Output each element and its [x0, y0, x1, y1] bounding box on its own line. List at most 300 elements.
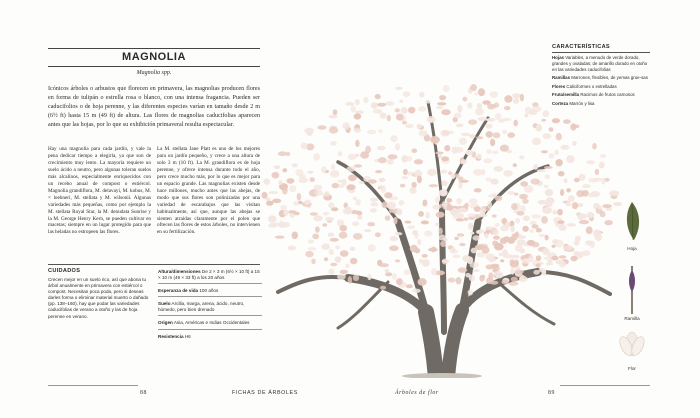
blossom: [419, 92, 424, 98]
blossom: [371, 202, 379, 206]
blossom: [412, 289, 420, 293]
care-heading: CUIDADOS: [48, 268, 81, 274]
blossom: [416, 124, 422, 129]
blossom: [576, 190, 584, 197]
blossom: [457, 105, 462, 113]
blossom: [586, 226, 593, 234]
blossom: [486, 118, 496, 122]
blossom: [407, 225, 415, 229]
blossom: [440, 130, 450, 137]
blossom: [513, 163, 517, 167]
blossom: [364, 229, 372, 232]
blossom: [363, 97, 368, 104]
fact-height: Altura/dimensiones De 2 × 3 m (6½ × 10 ft) a 15 × 10 m (49 × 33 ft) a los 20 años: [158, 268, 262, 284]
blossom: [468, 290, 474, 296]
blossom: [507, 132, 515, 138]
blossom: [440, 241, 446, 247]
thumb-label-twig: Ramilla: [624, 316, 640, 321]
blossom: [560, 145, 569, 150]
blossom: [504, 106, 510, 110]
blossom: [396, 278, 403, 285]
blossom: [559, 261, 566, 268]
blossom: [395, 259, 400, 262]
blossom: [307, 171, 313, 174]
care-top-rule: [48, 264, 260, 265]
blossom: [463, 97, 468, 102]
blossom: [564, 245, 573, 251]
blossom: [389, 245, 399, 251]
fact-soil: Suelo Arcilla, marga, arena, ácido, neutro, húmedo, pero bien drenado: [158, 300, 262, 316]
blossom: [357, 216, 362, 220]
blossom: [404, 270, 411, 275]
page-number-right: 89: [548, 390, 555, 396]
blossom: [519, 276, 528, 282]
blossom: [533, 164, 538, 170]
blossom: [532, 138, 541, 145]
blossom: [572, 202, 578, 209]
magnolia-tree-illustration: [258, 82, 626, 378]
blossom: [371, 102, 378, 109]
blossom: [520, 94, 524, 102]
blossom: [268, 191, 278, 194]
blossom: [411, 182, 416, 188]
blossom: [557, 220, 564, 224]
blossom: [315, 226, 320, 233]
blossom: [435, 223, 439, 227]
blossom: [536, 228, 542, 233]
blossom: [384, 192, 392, 198]
blossom: [367, 274, 371, 280]
blossom: [419, 130, 428, 136]
blossom: [479, 275, 484, 282]
blossom: [536, 255, 541, 261]
blossom: [544, 166, 553, 169]
page-title: MAGNOLIA: [122, 51, 186, 63]
blossom: [472, 235, 480, 240]
blossom: [317, 125, 326, 129]
detail-thumbnails: [612, 196, 652, 376]
title-top-rule: [48, 48, 260, 49]
blossom: [322, 243, 330, 250]
blossom: [588, 241, 593, 244]
blossom: [422, 259, 430, 267]
blossom: [523, 216, 530, 222]
blossom: [510, 255, 520, 259]
blossom: [436, 106, 443, 109]
blossom: [559, 255, 566, 258]
blossom: [447, 205, 454, 211]
blossom: [390, 135, 397, 142]
blossom: [451, 248, 456, 253]
blossom: [298, 178, 308, 183]
blossom: [310, 177, 315, 182]
blossom: [370, 198, 379, 202]
blossom: [387, 159, 394, 164]
blossom: [552, 245, 556, 248]
blossom: [539, 234, 545, 237]
blossom: [488, 272, 493, 280]
blossom: [452, 147, 458, 154]
blossom: [495, 196, 503, 201]
blossom: [272, 223, 280, 226]
running-head-left: FICHAS DE ÁRBOLES: [232, 390, 298, 396]
blossom: [293, 201, 299, 206]
blossom: [430, 136, 440, 143]
blossom: [467, 213, 476, 217]
blossom: [308, 240, 314, 244]
blossom: [531, 179, 540, 185]
blossom: [456, 124, 464, 128]
char-fruit: Fruta/semilla Racimos de frutos carnosos: [552, 92, 635, 98]
blossom: [288, 246, 296, 251]
blossom: [272, 199, 281, 204]
blossom: [579, 174, 586, 181]
blossom: [456, 218, 464, 221]
blossom: [311, 259, 316, 265]
blossom: [494, 243, 504, 251]
blossom: [509, 281, 518, 285]
blossom: [441, 169, 447, 173]
blossom: [292, 163, 298, 167]
blossom: [385, 101, 394, 105]
blossom: [564, 178, 568, 183]
blossom: [487, 201, 492, 209]
blossom: [314, 190, 322, 196]
blossom: [439, 234, 446, 240]
blossom: [461, 159, 467, 164]
blossom: [314, 185, 323, 190]
blossom: [405, 124, 413, 128]
blossom: [337, 180, 344, 183]
blossom: [459, 243, 465, 246]
blossom: [286, 178, 294, 184]
blossom: [328, 202, 334, 208]
blossom: [342, 122, 349, 129]
blossom: [498, 119, 505, 122]
blossom: [461, 133, 471, 136]
blossom: [385, 269, 390, 274]
blossom: [280, 205, 287, 210]
blossom: [346, 166, 355, 172]
blossom: [518, 235, 526, 238]
blossom: [515, 270, 524, 274]
blossom: [418, 106, 426, 112]
care-text: Crecen mejor en un suelo rico, así que abona tu árbol anualmente en primavera con estiércol o compost. Necesitan poca poda, pero si deseas darles forma o eliminar material muerto o dañado (pp. 138–160), hay que podar las variedades caducifolias de verano a otoño y las de hoja perenne en verano.: [48, 277, 149, 319]
blossom: [330, 238, 339, 242]
blossom: [295, 169, 303, 176]
blossom: [568, 195, 575, 202]
char-flowers: Flores Caliciformes o estrelladas: [552, 83, 617, 89]
blossom: [522, 226, 529, 232]
blossom: [350, 247, 356, 251]
blossom: [330, 263, 337, 267]
blossom: [495, 113, 502, 120]
blossom: [490, 139, 495, 147]
blossom: [385, 215, 391, 221]
blossom: [275, 236, 285, 239]
blossom: [473, 269, 480, 272]
blossom: [541, 216, 548, 224]
blossom: [308, 247, 317, 250]
blossom: [324, 257, 328, 261]
blossom: [478, 214, 487, 217]
blossom: [436, 212, 445, 218]
blossom: [524, 185, 534, 193]
blossom: [486, 131, 493, 138]
blossom: [470, 84, 477, 91]
blossom: [555, 159, 562, 166]
blossom: [484, 233, 488, 239]
blossom: [375, 232, 381, 237]
blossom: [452, 254, 460, 258]
blossom: [459, 138, 467, 145]
blossom: [477, 103, 483, 109]
blossom: [330, 141, 336, 146]
blossom: [393, 217, 397, 224]
blossom: [492, 151, 498, 155]
blossom: [531, 214, 541, 218]
blossom: [348, 276, 352, 284]
blossom: [292, 232, 298, 240]
blossom: [492, 214, 497, 217]
blossom: [345, 102, 354, 106]
blossom: [443, 85, 450, 92]
blossom: [558, 171, 565, 176]
blossom: [556, 133, 562, 141]
blossom: [468, 119, 477, 124]
blossom: [379, 178, 386, 182]
blossom: [504, 95, 512, 103]
blossom: [593, 229, 602, 236]
blossom: [491, 179, 499, 185]
blossom: [353, 197, 357, 201]
flower-icon: [617, 332, 647, 357]
blossom: [333, 109, 338, 115]
blossom: [519, 194, 528, 200]
twig-icon: [629, 266, 635, 314]
blossom: [412, 148, 418, 153]
blossom: [478, 229, 484, 232]
blossom: [350, 258, 357, 265]
blossom: [566, 188, 571, 192]
blossom: [435, 196, 440, 203]
blossom: [355, 99, 360, 105]
thumb-label-leaf: Hoja: [627, 246, 637, 251]
characteristics-heading: CARACTERÍSTICAS: [552, 44, 610, 50]
blossom: [402, 155, 409, 162]
blossom: [546, 197, 555, 204]
blossom: [515, 218, 520, 223]
blossom: [602, 204, 612, 208]
body-column-left: Hay una magnolia para cada jardín, y vale la pena dedicar tiempo a elegirla, ya que son de crecimiento muy lento. La mayoría requiere un suelo ácido a neutro, pero algunas toleran suelos más alcalinos, especialmente enriquecidos con un recebo anual de compost o estiércol. Magnolia grandiflora, M. delavayi, M. kobus, M. × loebneri, M. stellata y M. wilsonii. Algunas variedades más pequeñas, como por ejemplo la M. stellata Royal Star, la M. denudata Sunrise y la M. George Henry Kern, se pueden cultivar en macetas; siempre en un lugar protegido para que las heladas no estropeen las flores.: [48, 146, 151, 236]
blossom: [338, 151, 343, 156]
blossom: [439, 189, 448, 196]
fact-hardiness: Resistencia H6: [158, 333, 191, 339]
blossom: [421, 220, 429, 224]
blossom: [458, 267, 467, 273]
intro-paragraph: Icónicos árboles o arbustos que florecen en primavera, las magnolias producen flores en forma de tulipán o estrella rosa o blanco, con una intensa fragancia. Pueden ser caducifolios o de hoja perenne, y las diferentes especies varían en tamaño desde 2 m (6½ ft) hasta 15 m (49 ft) de altura. Las flores de magnolias caducifolias aparecen antes que las hojas, por lo que su exhibición primaveral resulta espectacular.: [48, 86, 260, 128]
blossom: [272, 172, 280, 179]
blossom: [377, 103, 386, 107]
blossom: [355, 199, 361, 205]
blossom: [451, 174, 455, 179]
blossom: [549, 153, 554, 158]
blossom: [442, 201, 446, 207]
blossom: [554, 150, 559, 155]
blossom: [541, 269, 546, 275]
blossom: [517, 211, 525, 215]
blossom: [353, 275, 359, 281]
blossom: [560, 189, 564, 196]
blossom: [545, 189, 553, 196]
blossom: [474, 92, 479, 95]
blossom: [322, 223, 327, 226]
blossom: [312, 234, 319, 240]
blossom: [480, 207, 486, 214]
blossom: [354, 128, 362, 133]
blossom: [367, 130, 376, 134]
blossom: [375, 170, 382, 173]
blossom: [566, 155, 575, 163]
blossom: [519, 155, 524, 159]
blossom: [519, 248, 525, 253]
blossom: [359, 181, 365, 184]
blossom: [512, 93, 521, 98]
blossom: [403, 169, 408, 175]
blossom: [282, 187, 288, 195]
blossom: [370, 208, 377, 212]
blossom: [375, 94, 381, 99]
blossom: [331, 164, 335, 170]
blossom: [478, 88, 485, 96]
blossom: [387, 202, 396, 210]
blossom: [282, 168, 287, 172]
char-bark: Corteza Marrón y lisa: [552, 100, 595, 106]
blossom: [412, 230, 418, 235]
blossom: [433, 204, 441, 209]
blossom: [536, 124, 542, 132]
blossom: [470, 232, 474, 235]
blossom: [438, 228, 442, 235]
blossom: [454, 237, 459, 240]
blossom: [513, 98, 519, 104]
blossom: [557, 209, 563, 216]
blossom: [339, 232, 348, 239]
blossom: [469, 198, 478, 204]
blossom: [368, 244, 376, 251]
footer-rule-left: [48, 385, 138, 386]
blossom: [459, 180, 469, 183]
blossom: [493, 229, 499, 235]
blossom: [511, 203, 517, 210]
blossom: [599, 162, 605, 169]
blossom: [323, 212, 329, 216]
blossom: [466, 256, 473, 264]
blossom: [378, 157, 387, 163]
blossom: [543, 133, 552, 139]
blossom: [446, 198, 452, 203]
blossom: [335, 256, 342, 263]
running-head-right: Árboles de flor: [395, 390, 439, 396]
blossom: [377, 260, 382, 267]
blossom: [263, 179, 270, 185]
blossom: [328, 115, 338, 119]
blossom: [565, 202, 571, 206]
blossom: [448, 171, 452, 175]
blossom: [274, 165, 281, 169]
blossom: [486, 150, 492, 154]
blossom: [587, 193, 595, 198]
blossom: [529, 229, 533, 233]
blossom: [325, 217, 334, 221]
blossom: [456, 277, 462, 284]
blossom: [329, 127, 338, 134]
blossom: [522, 199, 528, 204]
footer-rule-right: [560, 385, 650, 386]
blossom: [570, 256, 577, 262]
blossom: [456, 198, 462, 204]
blossom: [396, 209, 402, 216]
blossom: [348, 175, 357, 182]
blossom: [297, 193, 302, 201]
blossom: [373, 109, 382, 114]
blossom: [448, 278, 456, 283]
blossom: [427, 169, 437, 176]
body-column-right: La M. stellata Jane Platt es uno de los mejores para un jardín pequeño, y crece a una altura de solo 3 m (10 ft). La M. grandiflora es de hoja perenne, y ofrece intensa durante todo el año, pero crece mucho más, por lo que es mejor para un espacio grande. Las magnolias existen desde hace millones, mucho antes que las abejas, de modo que sus flores son polinizadas por una variedad de escarabajos que las visitan habitualmente, así que, aunque las abejas se sienten atraídas claramente por el polen que ofrecen las flores de estos árboles, no intervienen en su fertilización.: [157, 146, 260, 236]
blossom: [418, 278, 427, 286]
blossom: [266, 201, 274, 206]
blossom: [567, 223, 576, 226]
blossom: [367, 222, 375, 226]
blossom: [602, 178, 606, 185]
blossom: [493, 132, 501, 138]
blossom: [597, 206, 602, 210]
blossom: [399, 200, 405, 205]
blossom: [395, 108, 400, 112]
char-twigs: Ramillas Marrones, flexibles, de yemas grue-sas: [552, 75, 648, 81]
blossom: [396, 113, 404, 120]
blossom: [487, 104, 496, 110]
blossom: [368, 179, 377, 183]
blossom: [405, 221, 412, 224]
blossom: [586, 212, 594, 219]
blossom: [581, 250, 590, 256]
blossom: [577, 213, 586, 219]
blossom: [313, 153, 320, 160]
blossom: [582, 184, 591, 188]
thumb-label-flower: Flor: [628, 366, 636, 371]
blossom: [444, 145, 450, 151]
blossom: [282, 222, 290, 228]
blossom: [278, 151, 287, 156]
blossom: [307, 131, 312, 136]
blossom: [542, 207, 552, 214]
blossom: [289, 185, 296, 192]
blossom: [354, 164, 362, 167]
blossom: [305, 251, 313, 257]
blossom: [262, 192, 268, 199]
blossom: [508, 241, 514, 244]
blossom: [488, 258, 495, 263]
blossom: [360, 151, 369, 159]
blossom: [414, 159, 423, 164]
blossom: [588, 178, 598, 183]
title-bottom-rule: [48, 66, 260, 67]
blossom: [478, 117, 487, 121]
blossom: [572, 141, 576, 146]
blossom: [402, 176, 408, 180]
blossom: [340, 270, 348, 274]
